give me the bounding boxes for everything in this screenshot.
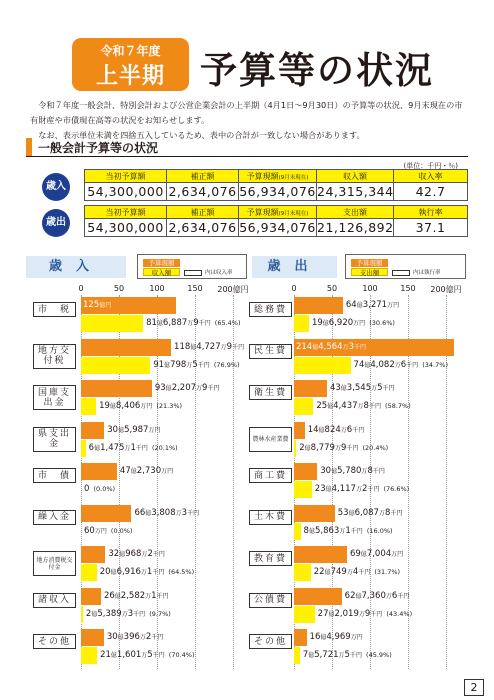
actual-value-label: 8億5,863万1千円 (16.0%) xyxy=(303,525,393,536)
revenue-chart-tab: 歳入 xyxy=(26,256,126,278)
category-label: 農林水産業費 xyxy=(249,427,292,452)
budget-value-label: 53億6,087万8千円 xyxy=(337,507,403,518)
actual-value-label: 91億798万5千円 (76.9%) xyxy=(153,359,240,370)
budget-value-label: 93億2,207万9千円 xyxy=(154,383,220,393)
actual-value-label: 74億4,082万6千円 (34.7%) xyxy=(353,359,448,370)
category-label: 地方交付税 xyxy=(33,344,76,369)
col-header: 補正額 xyxy=(167,170,239,183)
budget-value-label: 214億4,564万3千円 xyxy=(296,341,367,352)
budget-value-label: 125億円 xyxy=(83,300,112,310)
rate-label: (45.9%) xyxy=(363,651,392,659)
actual-value-label: 27億2,019万9千円 (43.4%) xyxy=(317,608,413,619)
actual-bar xyxy=(81,315,143,332)
tick-label: 100 xyxy=(362,284,378,293)
actual-value-label: 25億4,437万8千円 (58.7%) xyxy=(316,401,411,411)
rate-label: (65.4%) xyxy=(212,319,241,327)
legend-actual-swatch: 支出額 xyxy=(351,268,388,276)
col-header-text: 予算現額 xyxy=(246,171,279,181)
category-label: 衛生費 xyxy=(249,385,292,400)
actual-bar xyxy=(294,647,300,664)
rate-label: (31.7%) xyxy=(372,568,401,576)
legend-budget-swatch: 予算現額 xyxy=(351,259,388,267)
section-title: 一般会計予算等の状況 xyxy=(38,141,159,155)
rate-label: (0.0%) xyxy=(91,485,116,493)
tick-label: 50 xyxy=(113,284,125,293)
actual-bar xyxy=(294,481,312,498)
period-badge xyxy=(72,38,189,91)
rate-label: (58.7%) xyxy=(382,402,411,410)
category-label: 市 税 xyxy=(33,302,76,317)
budget-value-label: 118億4,727万9千円 xyxy=(174,341,245,352)
rate-label: (20.1%) xyxy=(149,443,178,452)
badge-year: 令和７年度 xyxy=(100,44,161,58)
col-header-note: (9月末現在) xyxy=(278,210,309,217)
rate-label: (0.0%) xyxy=(108,526,133,535)
section-marker xyxy=(26,138,32,156)
col-header-text: 予算現額 xyxy=(246,207,279,217)
actual-value-label: 19億8,406万円 (21.3%) xyxy=(99,401,183,411)
actual-value-label: 2億8,779万9千円 (20.4%) xyxy=(299,442,389,453)
rate-label: (16.0%) xyxy=(364,526,393,535)
col-header-note: (9月末現在) xyxy=(278,174,309,181)
budget-bar xyxy=(81,505,131,522)
rate-label: (20.4%) xyxy=(360,443,389,452)
tick-label: 100 xyxy=(149,284,165,293)
category-label: 商工費 xyxy=(249,468,292,483)
actual-bar xyxy=(294,440,296,457)
legend-note-box xyxy=(392,270,410,276)
category-label: 総務費 xyxy=(249,302,292,317)
category-label: 民生費 xyxy=(249,344,292,359)
rate-label: (76.6%) xyxy=(381,485,410,493)
actual-value-label: 19億6,920万円 (30.6%) xyxy=(311,318,395,328)
legend-actual-swatch: 収入額 xyxy=(143,268,180,276)
expense-circle-label: 歳出 xyxy=(42,209,70,237)
category-label: 地方消費税交付金 xyxy=(33,551,76,576)
col-header: 補正額 xyxy=(167,206,239,219)
revenue-summary-table xyxy=(84,169,468,201)
expense-legend xyxy=(345,254,466,279)
table-cell: 2,634,076 xyxy=(168,184,237,199)
budget-bar xyxy=(81,629,104,646)
actual-bar xyxy=(81,564,97,581)
actual-value-label: 81億6,887万9千円 (65.4%) xyxy=(146,318,241,328)
col-header xyxy=(239,206,317,219)
table-cell: 42.7 xyxy=(394,183,468,201)
page-number: 2 xyxy=(464,679,484,696)
rate-label: (70.4%) xyxy=(166,651,195,659)
actual-bar xyxy=(81,440,86,457)
actual-bar xyxy=(294,398,313,415)
category-label: その他 xyxy=(249,634,292,649)
actual-value-label: 0 (0.0%) xyxy=(84,484,116,494)
tick-label: 150 xyxy=(187,284,203,293)
budget-bar xyxy=(294,380,327,397)
budget-bar xyxy=(294,546,347,563)
actual-value-label: 6億1,475万1千円 (20.1%) xyxy=(88,442,178,453)
expense-summary-table xyxy=(84,205,468,237)
tick-label: 0 xyxy=(291,284,297,293)
budget-bar xyxy=(81,422,104,439)
budget-value-label: 47億2,730万円 xyxy=(119,466,174,476)
budget-bar xyxy=(294,297,343,314)
budget-value-label: 66億3,808万3千円 xyxy=(134,507,200,518)
budget-bar xyxy=(81,546,105,563)
budget-bar xyxy=(294,629,307,646)
category-label: 土木費 xyxy=(249,510,292,525)
table-cell: 24,315,344 xyxy=(317,184,394,199)
category-label: 公債費 xyxy=(249,593,292,608)
intro-paragraph: 令和７年度一般会計、特別会計および公営企業会計の上半期（4月1日～9月30日）の予算等の状況、9月末現在の市有財産や市債現在高等の状況をお知らせします。 xyxy=(30,100,463,125)
col-header xyxy=(239,170,317,183)
actual-bar xyxy=(81,606,83,623)
table-cell: 56,934,076 xyxy=(239,220,316,235)
actual-bar xyxy=(81,647,97,664)
budget-value-label: 26億2,582万1千円 xyxy=(103,590,169,601)
actual-value-label: 20億6,916万1千円 (64.5%) xyxy=(99,567,195,577)
budget-value-label: 64億3,271万円 xyxy=(345,300,400,310)
budget-bar xyxy=(81,588,101,605)
col-header: 当初予算額 xyxy=(85,170,167,183)
budget-value-label: 14億824万6千円 xyxy=(307,424,365,435)
category-label: その他 xyxy=(33,634,76,649)
col-header: 支出額 xyxy=(317,206,394,219)
rate-label: (9.7%) xyxy=(147,609,171,618)
rate-label: (21.3%) xyxy=(154,402,183,410)
table-cell: 56,934,076 xyxy=(239,184,316,199)
actual-value-label: 2億5,389万3千円 (9.7%) xyxy=(85,608,171,619)
table-cell: 54,300,000 xyxy=(85,219,167,237)
col-header: 当初予算額 xyxy=(85,206,167,219)
category-label: 教育費 xyxy=(249,551,292,566)
col-header: 収入率 xyxy=(394,170,468,183)
budget-value-label: 69億7,004万円 xyxy=(349,549,404,559)
budget-bar xyxy=(81,380,152,397)
actual-bar xyxy=(294,523,301,540)
legend-note-text: 内は収入率 xyxy=(205,270,233,276)
legend-note-box xyxy=(184,270,202,276)
budget-bar xyxy=(81,339,171,356)
actual-bar xyxy=(294,606,315,623)
col-header: 執行率 xyxy=(394,206,468,219)
legend-note-text: 内は執行率 xyxy=(413,270,441,276)
actual-value-label: 23億4,117万2千円 (76.6%) xyxy=(314,484,410,494)
budget-value-label: 62億7,360万6千円 xyxy=(344,590,410,601)
col-header: 収入額 xyxy=(317,170,394,183)
budget-bar xyxy=(294,505,335,522)
rate-label: (76.9%) xyxy=(211,360,240,369)
table-cell: 54,300,000 xyxy=(85,183,167,201)
section-header xyxy=(26,138,468,157)
budget-bar xyxy=(294,463,317,480)
tick-label: 200億円 xyxy=(430,285,462,294)
category-label: 繰入金 xyxy=(33,510,76,525)
intro-text xyxy=(30,98,470,143)
tick-label: 200億円 xyxy=(217,285,249,294)
actual-bar xyxy=(81,398,96,415)
table-cell: 21,126,892 xyxy=(317,220,394,235)
badge-period: 上半期 xyxy=(95,64,165,89)
actual-bar xyxy=(294,315,309,332)
budget-bar xyxy=(81,463,117,480)
legend-note xyxy=(184,268,233,276)
tick-label: 0 xyxy=(78,284,84,293)
table-cell: 2,634,076 xyxy=(168,220,237,235)
actual-bar xyxy=(81,357,150,374)
page-title: 予算等の状況 xyxy=(200,48,434,92)
category-label: 諸収入 xyxy=(33,593,76,608)
category-label: 県支出金 xyxy=(33,427,76,452)
rate-label: (34.7%) xyxy=(420,360,448,369)
budget-value-label: 43億3,545万5千円 xyxy=(329,383,395,393)
table-cell: 37.1 xyxy=(394,219,468,237)
rate-label: (64.5%) xyxy=(166,568,195,576)
expense-chart-tab: 歳出 xyxy=(252,256,337,278)
budget-value-label: 30億5,987万円 xyxy=(107,424,161,435)
budget-bar xyxy=(294,422,305,439)
legend-note xyxy=(392,268,441,276)
rate-label: (30.6%) xyxy=(367,319,395,327)
actual-bar xyxy=(294,357,351,374)
actual-value-label: 22億749万4千円 (31.7%) xyxy=(313,567,401,577)
tick-label: 50 xyxy=(326,284,338,293)
intro-paragraph: なお、表示単位未満を四捨五入しているため、表中の合計が一致しない場合があります。 xyxy=(38,130,365,140)
rate-label: (43.4%) xyxy=(384,609,413,618)
budget-bar xyxy=(294,588,342,605)
tick-label: 150 xyxy=(400,284,416,293)
actual-value-label: 60万円 (0.0%) xyxy=(84,525,133,536)
actual-value-label: 21億1,601万5千円 (70.4%) xyxy=(100,650,195,660)
unit-note: (単位：千円・％) xyxy=(403,162,458,170)
category-label: 市 債 xyxy=(33,468,76,483)
actual-value-label: 7億5,721万5千円 (45.9%) xyxy=(302,650,392,660)
revenue-legend xyxy=(137,254,247,279)
revenue-circle-label: 歳入 xyxy=(42,173,70,201)
budget-value-label: 16億4,969万円 xyxy=(309,632,363,642)
legend-budget-swatch: 予算現額 xyxy=(143,259,180,267)
category-label: 国庫支出金 xyxy=(33,385,76,410)
actual-bar xyxy=(294,564,311,581)
budget-value-label: 30億5,780万8千円 xyxy=(320,466,385,476)
budget-value-label: 30億396万2千円 xyxy=(106,632,164,642)
budget-value-label: 32億968万2千円 xyxy=(108,549,165,559)
